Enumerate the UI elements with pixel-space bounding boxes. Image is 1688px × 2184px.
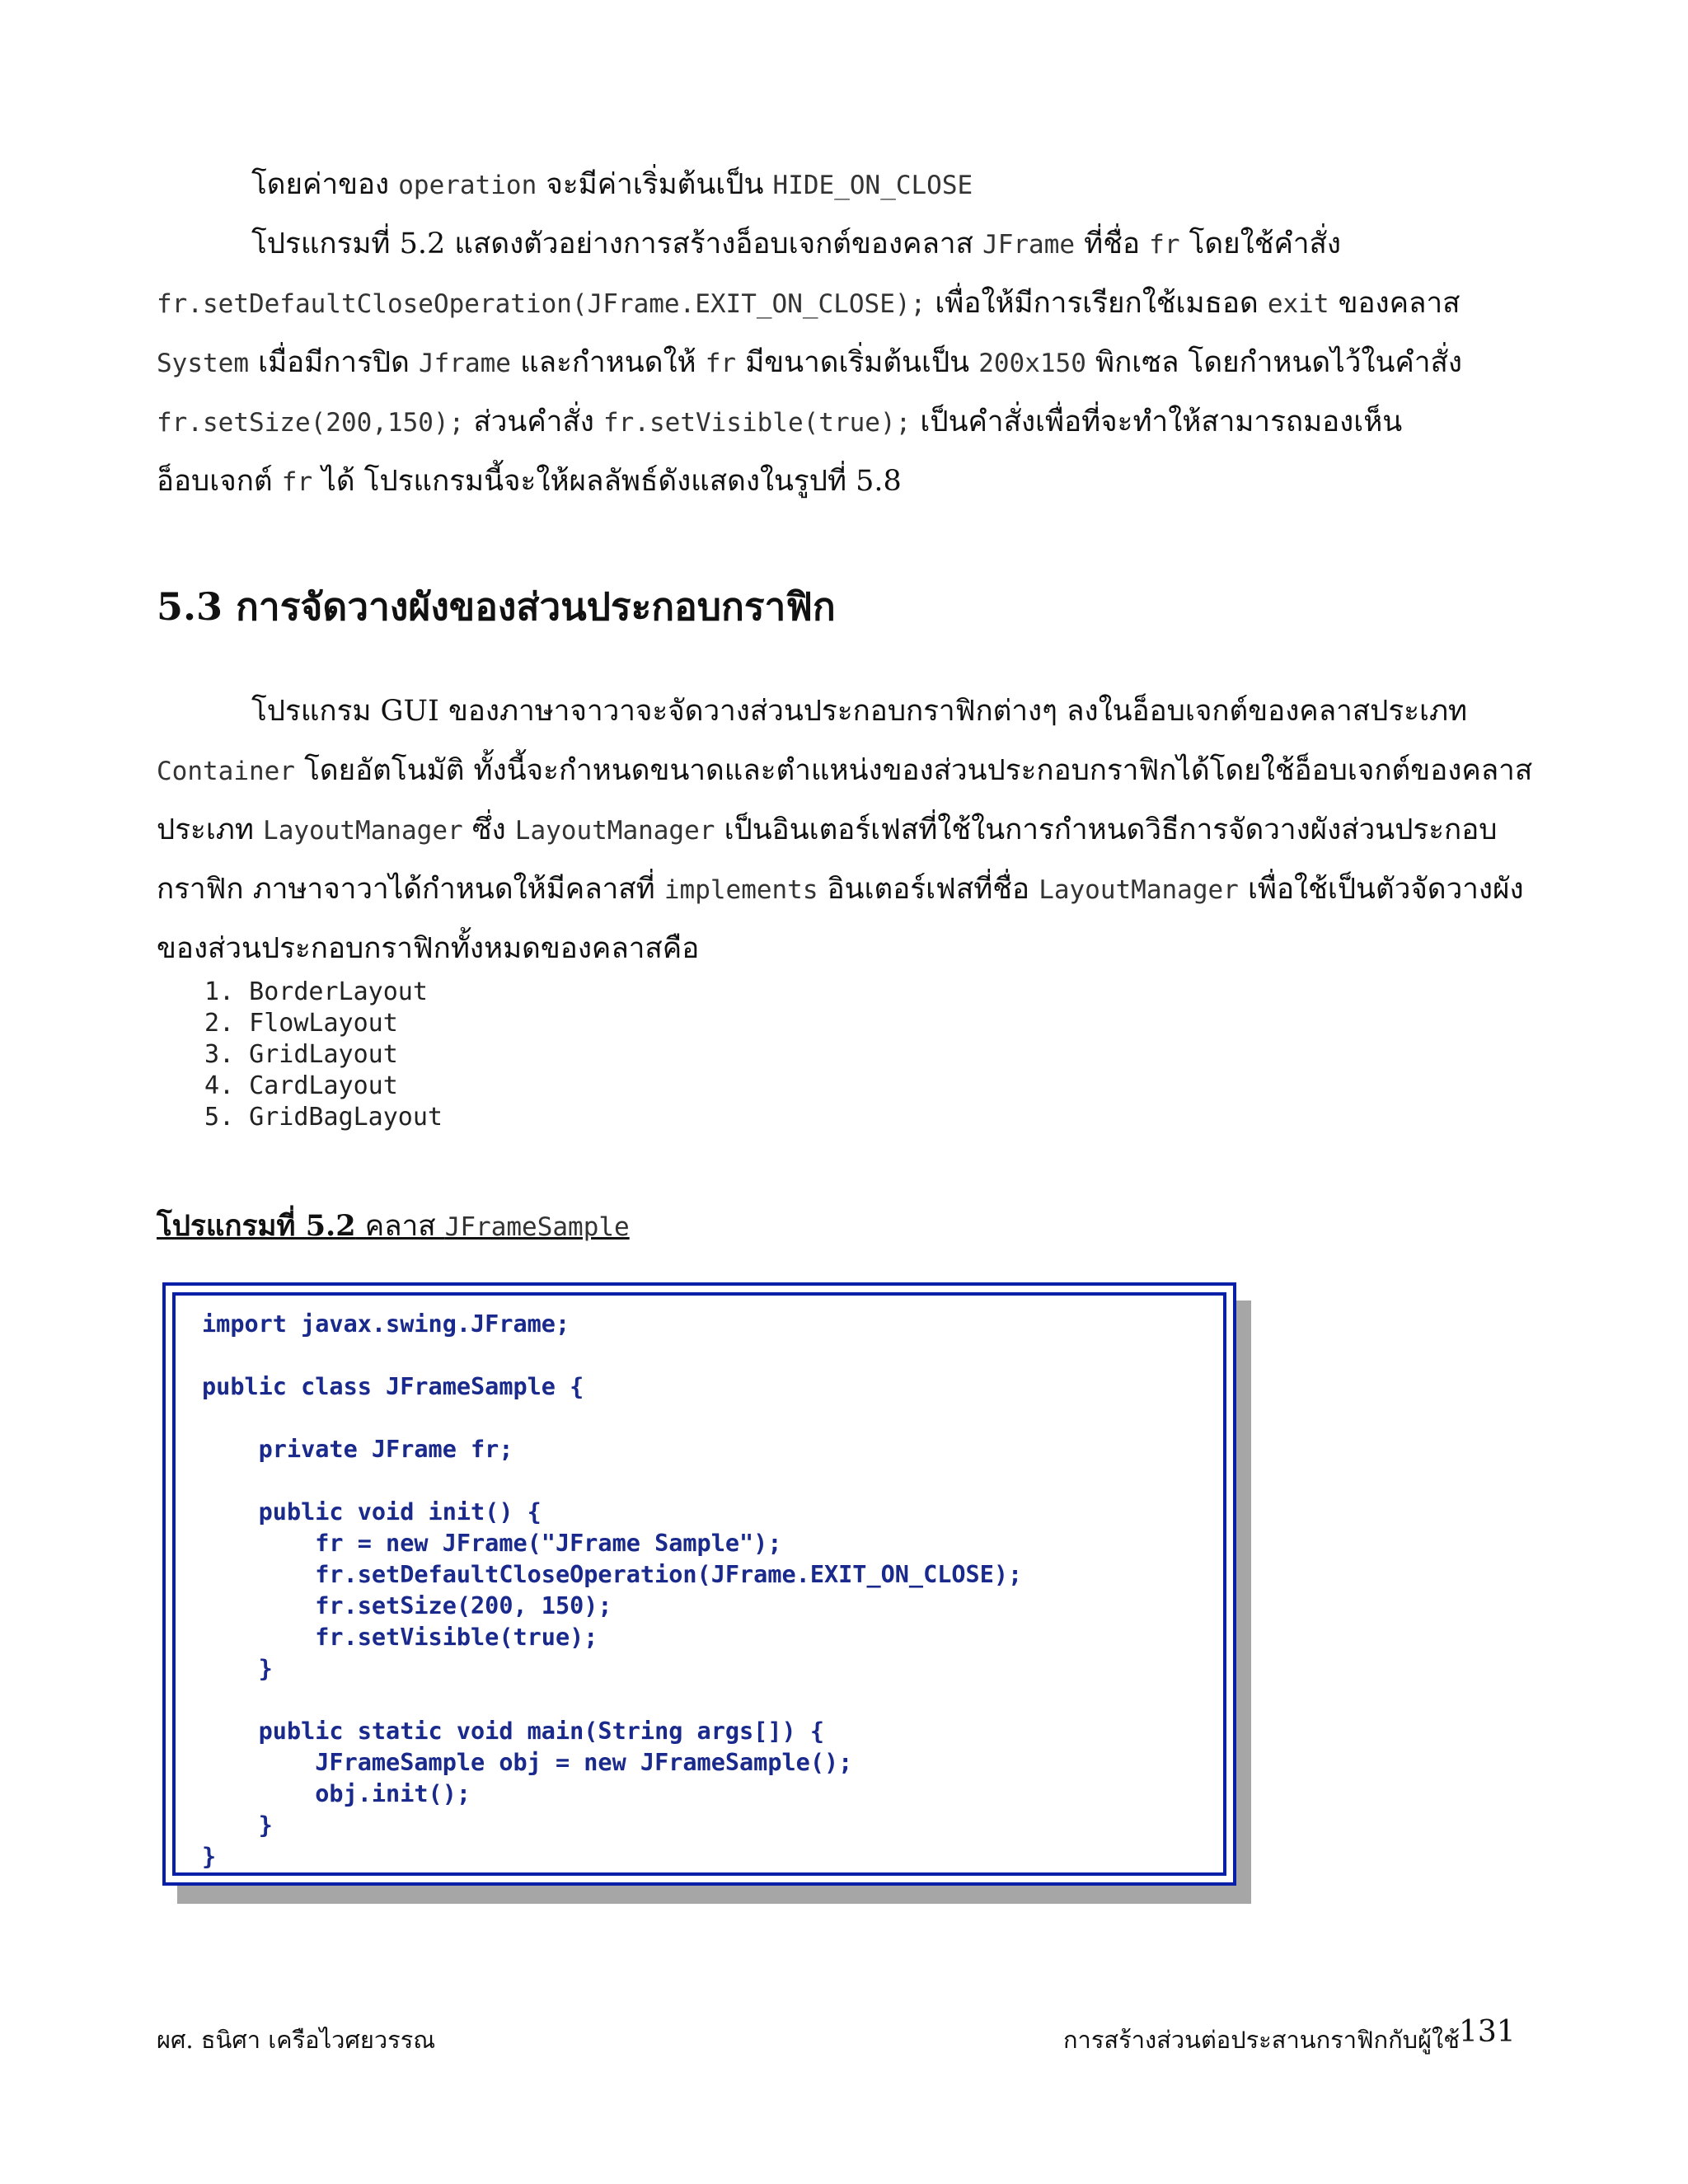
caption-code: JFrameSample [444,1212,630,1242]
text: ของคลาส [1329,287,1461,320]
para2-line4 [157,866,1524,912]
text: โปรแกรม GUI ของภาษาจาวาจะจัดวางส่วนประกอบกราฟิกต่างๆ ลงในอ็อบเจกต์ของคลาสประเภท [251,695,1468,728]
code-term: Container [157,757,295,786]
code-term: fr.setDefaultCloseOperation(JFrame.EXIT_ON_CLOSE); [157,289,926,319]
list-item: 5. GridBagLayout [204,1103,443,1132]
text: เมื่อมีการปิด [248,346,419,379]
text: ที่ชื่อ [1075,227,1150,260]
code-term: operation [398,171,537,200]
list-item: 1. BorderLayout [204,977,428,1006]
footer-author: ผศ. ธนิศา เครือไวศยวรรณ [157,2026,436,2054]
para1-line4 [157,340,1462,385]
caption-text: คลาส [355,1210,445,1243]
code-term: System [157,349,249,378]
program-caption [157,1203,630,1249]
footer-title: การสร้างส่วนต่อประสานกราฟิกกับผู้ใช้ [1063,2026,1460,2054]
text: ได้ โปรแกรมนี้จะให้ผลลัพธ์ดังแสดงในรูปที่ 5.8 [312,465,902,498]
text: ส่วนคำสั่ง [464,405,603,438]
text: เป็นคำสั่งเพื่อที่จะทำให้สามารถมองเห็น [911,405,1403,438]
code-term: LayoutManager [1039,875,1239,905]
text: ซึ่ง [462,813,515,846]
code-term: LayoutManager [514,816,715,846]
code-term: HIDE_ON_CLOSE [772,171,973,200]
code-listing: import javax.swing.JFrame; public class JFrameSample { private JFrame fr; public void init() { fr = new JFrame("JFrame Sample"); fr.setDefaultCloseOperation(JFrame.EXIT_ON_CLOSE); fr.setSize(200, 150); fr.setVisible(true); } public static void main(String args[]) { JFrameSample obj = new JFrameSample(); obj.init(); } } [202,1310,1023,1870]
code-term: 200x150 [978,349,1086,378]
text: ประเภท [157,813,264,846]
code-term: fr.setVisible(true); [603,408,912,438]
text: โปรแกรมที่ 5.2 แสดงตัวอย่างการสร้างอ็อบเจกต์ของคลาส [251,227,983,260]
text: โดยใช้คำสั่ง [1179,227,1342,260]
para1-line1 [251,162,973,207]
code-box-inner-border [172,1292,1226,1876]
para2-line2 [157,748,1532,793]
text: อ็อบเจกต์ [157,465,282,498]
text: เพื่อให้มีการเรียกใช้เมธอด [926,287,1268,320]
code-term: Jframe [418,349,511,378]
text: โดยอัตโนมัติ ทั้งนี้จะกำหนดขนาดและตำแหน่งของส่วนประกอบกราฟิกได้โดยใช้อ็อบเจกต์ของคลาส [294,754,1533,787]
page-number: 131 [1459,2015,1516,2049]
text: ของส่วนประกอบกราฟิกทั้งหมดของคลาสคือ [157,932,700,965]
text: จะมีค่าเริ่มต้นเป็น [537,168,773,201]
para1-line2 [251,221,1341,266]
code-term: exit [1267,289,1329,319]
list-item: 4. CardLayout [204,1071,398,1100]
caption-label: โปรแกรมที่ 5.2 [157,1209,356,1243]
code-term: fr [705,349,737,378]
text: และกำหนดให้ [510,346,706,379]
section-heading: 5.3 การจัดวางผังของส่วนประกอบกราฟิก [157,584,836,629]
para2-line5 [157,926,699,971]
layout-manager-list [204,977,443,1133]
para2-line1 [251,688,1467,733]
para1-line3 [157,280,1461,326]
text: อินเตอร์เฟสที่ชื่อ [818,873,1039,906]
para1-line5 [157,399,1402,444]
code-term: fr [1149,230,1180,260]
text: พิกเซล โดยกำหนดไว้ในคำสั่ง [1085,346,1462,379]
code-term: implements [663,875,818,905]
text: เพื่อใช้เป็นตัวจัดวางผัง [1238,873,1524,906]
list-item: 3. GridLayout [204,1040,398,1069]
text: เป็นอินเตอร์เฟสที่ใช้ในการกำหนดวิธีการจัดวางผังส่วนประกอบ [715,813,1498,846]
code-term: fr [281,467,313,497]
code-term: fr.setSize(200,150); [157,408,465,438]
list-item: 2. FlowLayout [204,1009,398,1038]
para2-line3 [157,807,1497,852]
code-term: LayoutManager [263,816,463,846]
text: กราฟิก ภาษาจาวาได้กำหนดให้มีคลาสที่ [157,873,664,906]
para1-line6 [157,458,902,504]
code-term: JFrame [982,230,1076,260]
code-box [162,1282,1236,1886]
text: มีขนาดเริ่มต้นเป็น [736,346,979,379]
text: โดยค่าของ [251,168,399,201]
